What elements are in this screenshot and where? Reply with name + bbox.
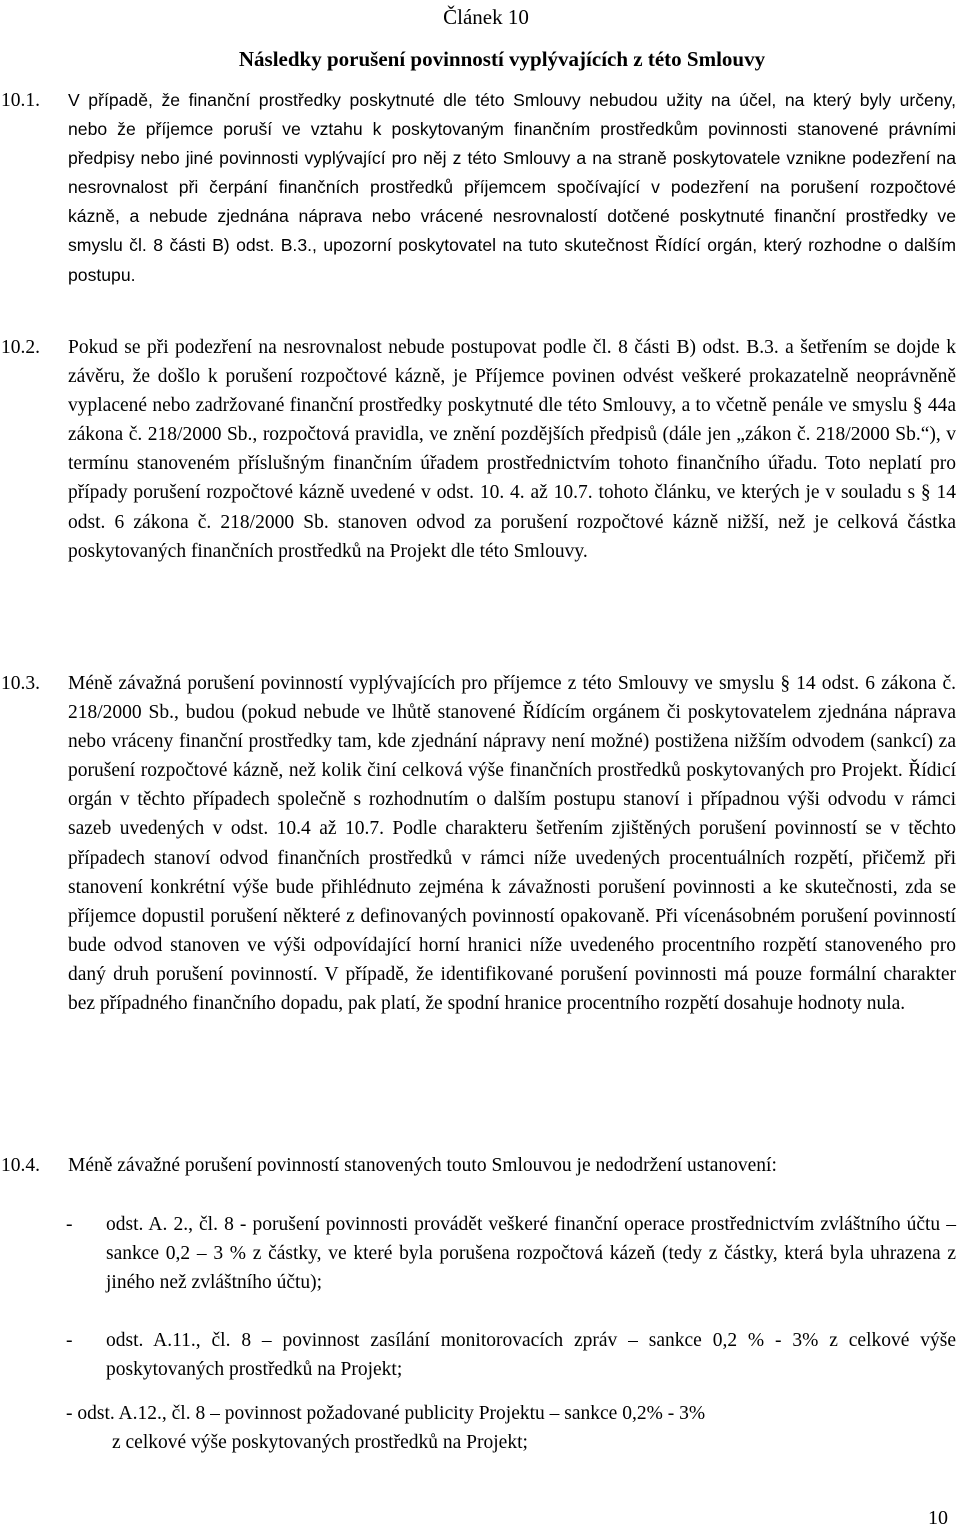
paragraph-text: Pokud se při podezření na nesrovnalost nebude postupovat podle čl. 8 části B) odst. B.3. a šetřením se dojde k závěru, že došlo k porušení rozpočtové kázně, je Příjemce povinen odvést veškeré prokazatelně neoprávněně vyplacené nebo zadržované finanční prostředky poskytnuté dle této Smlouvy, a to včetně penále ve smyslu § 44a zákona č. 218/2000 Sb., rozpočtová pravidla, ve znění pozdějších předpisů (dále jen „zákon č. 218/2000 Sb.“), v termínu stanoveném příslušným finančním úřadem prostřednictvím tohoto finančního úřadu. Toto neplatí pro případy porušení rozpočtové kázně uvedené v odst. 10. 4. až 10.7. tohoto článku, ve kterých je v souladu s § 14 odst. 6 zákona č. 218/2000 Sb. stanoven odvod za porušení rozpočtové kázně nižší, než je celková částka poskytovaných finančních prostředků na Projekt dle této Smlouvy. [68, 337, 956, 562]
article-title: Následky porušení povinností vyplývajících z této Smlouvy [238, 47, 766, 71]
paragraph-text: V případě, že finanční prostředky poskytnuté dle této Smlouvy nebudou užity na účel, na který byly určeny, nebo že příjemce poruší ve vztahu k poskytovaným finančním prostředkům povinnosti stanovené právními předpisy nebo jiné povinnosti vyplývající pro něj z této Smlouvy a na straně poskytovatele vznikne podezření na nesrovnalost při čerpání finančních prostředků příjemcem spočívající v podezření na porušení rozpočtové kázně, a nebude zjednána náprava nebo vrácené nesrovnalostí dotčené poskytnuté finanční prostředky ve smyslu čl. 8 části B) odst. B.3., upozorní poskytovatel na tuto skutečnost Řídící orgán, který rozhodne o dalším postupu. [68, 90, 956, 285]
paragraph-text: Méně závažné porušení povinností stanovených touto Smlouvou je nedodržení ustanovení: [68, 1155, 777, 1176]
paragraph-number: 10.3. [1, 673, 40, 694]
list-item: odst. A.11., čl. 8 – povinnost zasílání monitorovacích zpráv – sankce 0,2 % - 3% z celkové výše poskytovaných prostředků na Projekt; [106, 1330, 956, 1381]
paragraph-number: 10.4. [1, 1155, 40, 1176]
list-item-dash: - [66, 1214, 73, 1235]
page-number: 10 [928, 1507, 948, 1529]
list-item-continuation: z celkové výše poskytovaných prostředků na Projekt; [112, 1432, 528, 1453]
list-item-dash: - [66, 1330, 73, 1351]
list-item: odst. A. 2., čl. 8 - porušení povinnosti provádět veškeré finanční operace prostřednictvím zvláštního účtu – sankce 0,2 – 3 % z částky, ve které byla porušena rozpočtová kázeň (tedy z částky, která byla uhrazena z jiného než zvláštního účtu); [106, 1214, 956, 1294]
list-item: - odst. A.12., čl. 8 – povinnost požadované publicity Projektu – sankce 0,2% - 3% [66, 1403, 706, 1424]
article-number: Článek 10 [443, 5, 529, 29]
paragraph-number: 10.1. [1, 90, 40, 111]
paragraph-text: Méně závažná porušení povinností vyplývajících pro příjemce z této Smlouvy ve smyslu § 14 odst. 6 zákona č. 218/2000 Sb., budou (pokud nebude ve lhůtě stanovené Řídícím orgánem či poskytovatelem zjednána náprava nebo vráceny finanční prostředky tam, kde zjednání nápravy není možné) postižena nižším odvodem (sankcí) za porušení rozpočtové kázně, než kolik činí celková výše finančních prostředků poskytovaných pro Projekt. Řídicí orgán v těchto případech společně s rozhodnutím o dalším postupu stanoví i případnou výši odvodu v rámci sazeb uvedených v odst. 10.4 až 10.7. Podle charakteru šetřením zjištěných porušení povinností se v těchto případech stanoví odvod finančních prostředků v rámci níže uvedených procentuálních rozpětí, přičemž při stanovení konkrétní výše bude přihlédnuto zejména k závažnosti porušení povinnosti a ke skutečnosti, zda se příjemce dopustil porušení některé z definovaných povinností opakovaně. Při vícenásobném porušení povinností bude odvod stanoven ve výši odpovídající horní hranici níže uvedeného procentního rozpětí stanoveného pro daný druh porušení povinností. V případě, že identifikované porušení povinnosti má pouze formální charakter bez případného finančního dopadu, pak platí, že spodní hranice procentního rozpětí dosahuje hodnoty nula. [68, 673, 956, 1015]
paragraph-number: 10.2. [1, 337, 40, 358]
